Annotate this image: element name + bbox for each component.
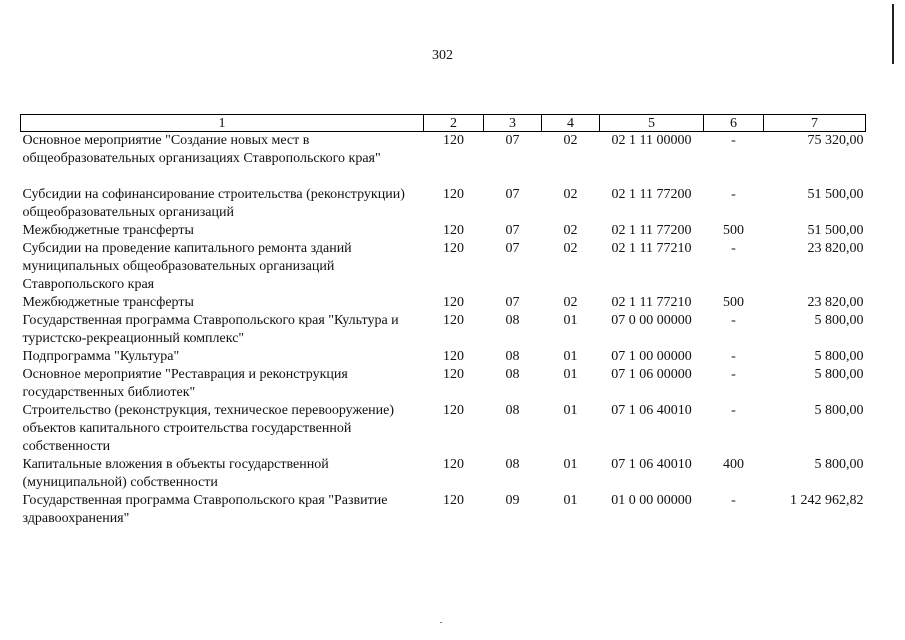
row-code-5: 02 1 11 00000 [611, 133, 692, 148]
column-header: 3 [484, 115, 542, 132]
row-code-6: 500 [723, 223, 744, 238]
row-code-2: 120 [443, 493, 464, 508]
row-code-5: 07 1 06 40010 [611, 457, 692, 472]
row-code-4: 01 [563, 493, 578, 508]
row-name: Межбюджетные трансферты [22, 295, 194, 310]
row-amount: 5 800,00 [814, 367, 864, 382]
row-code-6: - [731, 349, 736, 364]
row-name: Субсидии на софинансирование строительства (реконструкции) общеобразовательных организаций [22, 187, 405, 220]
row-code-3: 09 [505, 493, 520, 508]
row-code-2: 120 [443, 367, 464, 382]
row-code-4: 01 [563, 313, 578, 328]
row-amount: 1 242 962,82 [790, 493, 864, 508]
row-code-6: - [731, 403, 736, 418]
row-name: Государственная программа Ставропольского края "Развитие здравоохранения" [22, 493, 388, 526]
column-header: 6 [704, 115, 764, 132]
column-header: 1 [21, 115, 424, 132]
table-row [21, 186, 866, 222]
row-code-3: 07 [505, 133, 520, 148]
table-row [21, 222, 866, 240]
table-row [21, 402, 866, 456]
table-row [21, 456, 866, 492]
row-code-5: 02 1 11 77200 [611, 187, 692, 202]
row-name: Подпрограмма "Культура" [22, 349, 180, 364]
row-code-4: 01 [563, 367, 578, 382]
row-code-5: 02 1 11 77210 [611, 295, 692, 310]
budget-table [20, 114, 866, 528]
row-code-2: 120 [443, 349, 464, 364]
row-amount: 5 800,00 [814, 313, 864, 328]
scan-speck [440, 622, 442, 623]
row-amount: 5 800,00 [814, 457, 864, 472]
row-code-4: 02 [563, 133, 578, 148]
row-code-3: 08 [505, 457, 520, 472]
table-row [21, 366, 866, 402]
row-amount: 23 820,00 [807, 241, 864, 256]
row-code-4: 02 [563, 241, 578, 256]
row-code-2: 120 [443, 457, 464, 472]
row-code-3: 08 [505, 367, 520, 382]
row-code-6: - [731, 241, 736, 256]
table-row [21, 240, 866, 294]
row-name: Основное мероприятие "Создание новых мест в общеобразовательных организациях Ставропольского края" [22, 133, 381, 166]
row-code-3: 08 [505, 349, 520, 364]
table-row [21, 294, 866, 312]
row-amount: 51 500,00 [807, 187, 864, 202]
row-code-6: - [731, 133, 736, 148]
row-code-3: 07 [505, 223, 520, 238]
row-code-2: 120 [443, 403, 464, 418]
row-code-6: - [731, 187, 736, 202]
row-code-3: 07 [505, 241, 520, 256]
row-code-6: - [731, 493, 736, 508]
column-header: 4 [542, 115, 600, 132]
column-header: 5 [600, 115, 704, 132]
row-code-3: 07 [505, 187, 520, 202]
row-name: Основное мероприятие "Реставрация и реконструкция государственных библиотек" [22, 367, 348, 400]
row-code-3: 07 [505, 295, 520, 310]
row-code-2: 120 [443, 295, 464, 310]
row-code-5: 07 0 00 00000 [611, 313, 692, 328]
table-row [21, 312, 866, 348]
row-name: Субсидии на проведение капитального ремонта зданий муниципальных общеобразовательных организаций Ставропольского края [22, 241, 352, 292]
row-code-2: 120 [443, 223, 464, 238]
row-code-4: 01 [563, 349, 578, 364]
row-code-3: 08 [505, 403, 520, 418]
row-code-5: 07 1 00 00000 [611, 349, 692, 364]
column-header: 7 [764, 115, 866, 132]
row-code-4: 01 [563, 457, 578, 472]
row-amount: 5 800,00 [814, 349, 864, 364]
row-code-4: 01 [563, 403, 578, 418]
column-header: 2 [424, 115, 484, 132]
row-code-5: 07 1 06 40010 [611, 403, 692, 418]
row-code-2: 120 [443, 313, 464, 328]
row-amount: 51 500,00 [807, 223, 864, 238]
row-code-2: 120 [443, 241, 464, 256]
row-code-3: 08 [505, 313, 520, 328]
row-amount: 75 320,00 [807, 133, 864, 148]
row-name: Капитальные вложения в объекты государственной (муниципальной) собственности [22, 457, 329, 490]
row-code-5: 01 0 00 00000 [611, 493, 692, 508]
row-code-5: 07 1 06 00000 [611, 367, 692, 382]
row-code-4: 02 [563, 223, 578, 238]
row-code-6: - [731, 367, 736, 382]
row-code-5: 02 1 11 77200 [611, 223, 692, 238]
row-name: Строительство (реконструкция, техническое перевооружение) объектов капитального строительства государственной собственности [22, 403, 395, 454]
row-code-4: 02 [563, 295, 578, 310]
row-amount: 5 800,00 [814, 403, 864, 418]
table-row [21, 348, 866, 366]
row-code-6: 400 [723, 457, 744, 472]
table-row [21, 492, 866, 528]
table-row [21, 132, 866, 187]
row-name: Государственная программа Ставропольского края "Культура и туристско-рекреационный комплекс" [22, 313, 399, 346]
row-code-5: 02 1 11 77210 [611, 241, 692, 256]
table-header-row [21, 115, 866, 132]
row-code-2: 120 [443, 133, 464, 148]
row-code-4: 02 [563, 187, 578, 202]
scan-edge-line [892, 4, 894, 64]
row-amount: 23 820,00 [807, 295, 864, 310]
row-code-6: 500 [723, 295, 744, 310]
row-code-2: 120 [443, 187, 464, 202]
row-code-6: - [731, 313, 736, 328]
page-number: 302 [432, 48, 453, 63]
row-name: Межбюджетные трансферты [22, 223, 194, 238]
